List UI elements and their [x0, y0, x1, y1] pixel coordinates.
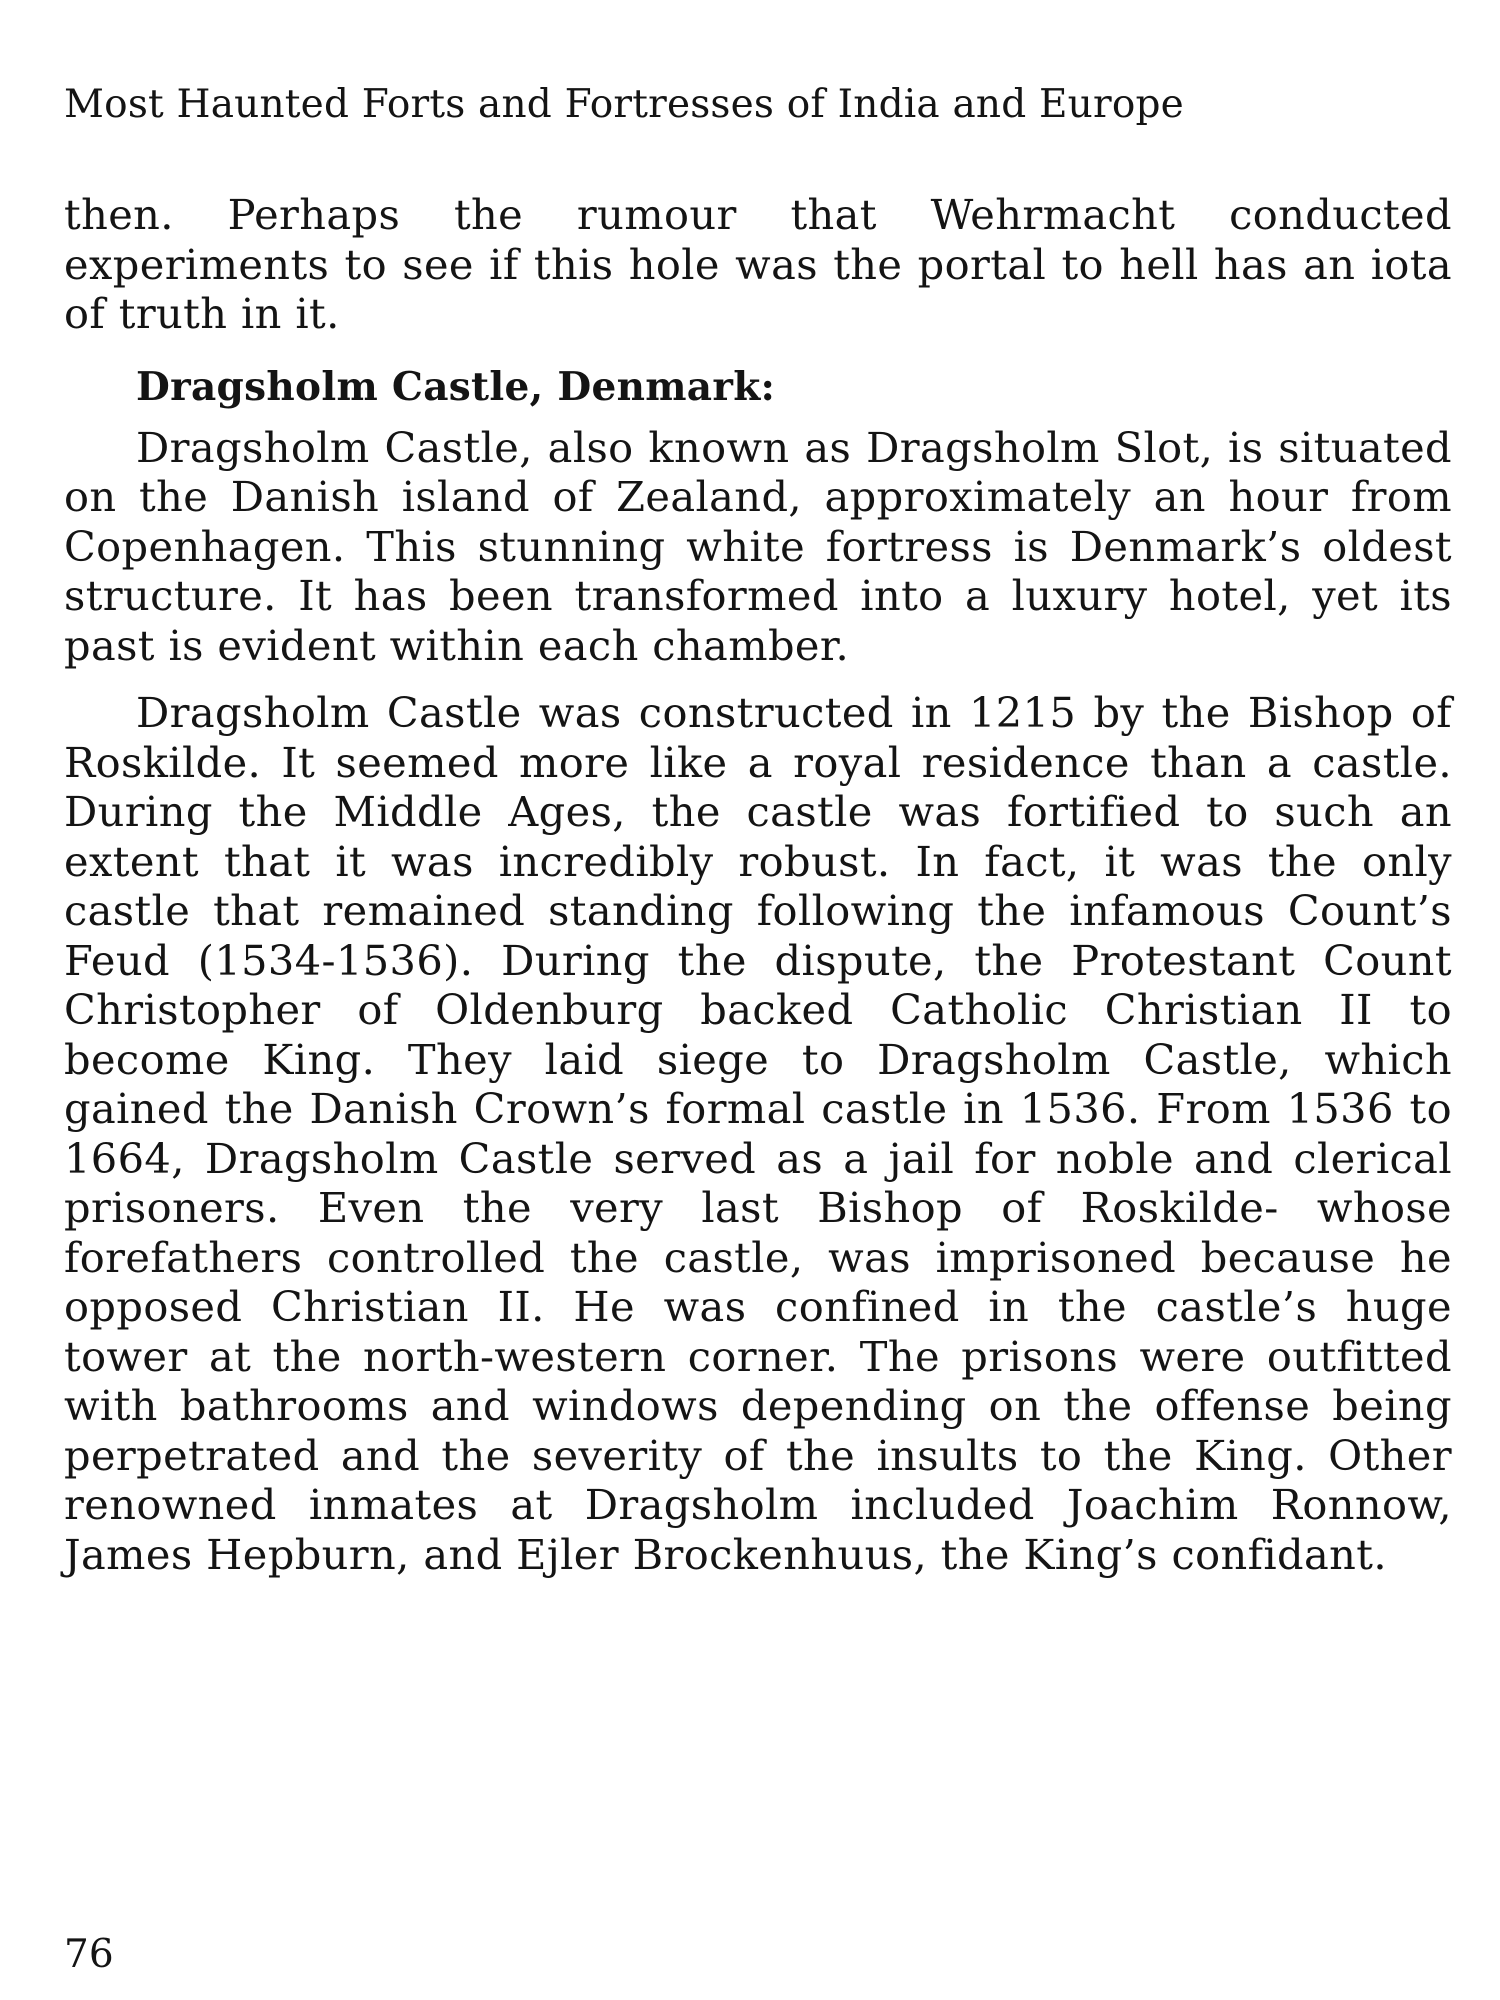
running-header: Most Haunted Forts and Fortresses of India and Europe [64, 82, 1184, 127]
section-heading: Dragsholm Castle, Denmark: [136, 363, 776, 410]
continued-paragraph: then. Perhaps the rumour that Wehrmacht conducted experiments to see if this hole was the portal to hell has an iota of truth in it. [64, 190, 1452, 338]
book-page [64, 0, 1452, 2000]
paragraph-intro: Dragsholm Castle, also known as Dragsholm Slot, is situated on the Danish island of Zealand, approximately an hour from Copenhagen. This stunning white fortress is Denmark’s oldest structure. It has been transformed into a luxury hotel, yet its past is evident within each chamber. [64, 422, 1452, 670]
paragraph-history: Dragsholm Castle was constructed in 1215 by the Bishop of Roskilde. It seemed more like a royal residence than a castle. During the Middle Ages, the castle was fortified to such an extent that it was incredibly robust. In fact, it was the only castle that remained standing following the infamous Count’s Feud (1534-1536). During the dispute, the Protestant Count Christopher of Oldenburg backed Catholic Christian II to become King. They laid siege to Dragsholm Castle, which gained the Danish Crown’s formal castle in 1536. From 1536 to 1664, Dragsholm Castle served as a jail for noble and clerical prisoners. Even the very last Bishop of Roskilde- whose forefathers controlled the castle, was imprisoned because he opposed Christian II. He was confined in the castle’s huge tower at the north-western corner. The prisons were outfitted with bathrooms and windows depending on the offense being perpetrated and the severity of the insults to the King. Other renowned inmates at Dragsholm included Joachim Ronnow, James Hepburn, and Ejler Brockenhuus, the King’s confidant. [64, 688, 1452, 1579]
page-number: 76 [64, 1932, 114, 1977]
body-text [64, 190, 1452, 1579]
